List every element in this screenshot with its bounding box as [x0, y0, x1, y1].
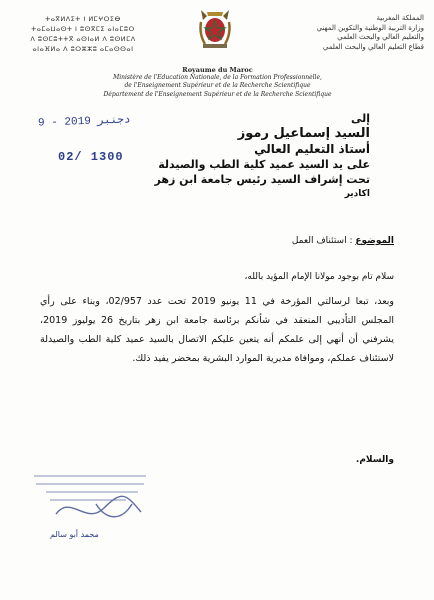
ministry-line: Ministère de l'Education Nationale, de la Formation Professionnelle,	[113, 74, 322, 82]
address-title: أستاذ التعليم العالي	[254, 142, 370, 156]
header-arabic	[274, 14, 424, 52]
header-right-line: قطاع التعليم العالي والبحث العلمي	[322, 42, 424, 51]
subject-text: : استئناف العمل	[291, 236, 353, 246]
date-stamp: 9 - دجنبر 2019	[37, 114, 131, 130]
header-right-line: والتعليم العالي والبحث العلمي	[337, 33, 424, 41]
header-left-line: ⵜⴰⴳⵍⴷⵉⵜ ⵏ ⵍⵎⵖⵔⵉⴱ	[45, 15, 121, 23]
address-block	[100, 112, 370, 201]
french-header	[80, 66, 355, 99]
kingdom-label: Royaume du Maroc	[182, 66, 253, 74]
moroccan-emblem-icon	[195, 6, 235, 52]
address-name: السيد إسماعيل رموز	[237, 126, 370, 141]
ministry-line: de l'Enseignement Supérieur et de la Recherche Scientifique	[124, 82, 311, 90]
address-supervision: تحت إشراف السيد رئيس جامعة ابن زهر	[154, 173, 370, 186]
header-left-line: ⵜⴰⵎⴰⵡⴰⵙⵜ ⵏ ⵓⵙⴳⵎⵉ ⴰⵏⴰⵎⵓⵔ	[31, 25, 135, 33]
subject-line	[292, 236, 394, 246]
signatory-name: محمد أبو سالم	[50, 530, 99, 539]
address-city: اكادير	[344, 189, 370, 199]
closing: والسلام.	[355, 455, 394, 465]
greeting: سلام تام بوجود مولانا الإمام المؤيد بالله،	[244, 272, 394, 282]
header-left-line: ⴷ ⵓⵙⵎⵓⵜⵜⴳ ⴰⵙⵏⴰⵍ ⴷ ⵓⵙⵍⵎⴷ	[30, 35, 136, 43]
letter-body: وبعد، تبعا لرسالتي المؤرخة في 11 يونيو 2019 تحت عدد 02/957، وبناء على رأي المجلس التأديبي المنعقد في شأنكم برئاسة جامعة ابن زهر بتاريخ 26 يوليوز 2019، يشرفني أن أنهي إلى علمكم أنه يتعين عليكم الاتصال بالسيد عميد كلية الطب والصيدلة لاستئناف عملكم، وموافاة مديرية الموارد البشرية بمحضر يفيد ذلك.	[40, 296, 395, 364]
subject-label: الموضوع	[355, 236, 394, 246]
header-left-line: ⴰⵏⴰⴼⵍⴰ ⴷ ⵓⵔⵣⵣⵓ ⴰⵎⴰⵙⵙⴰⵏ	[32, 45, 134, 53]
header-right-line: المملكة المغربية	[376, 14, 424, 22]
header-right-line: وزارة التربية الوطنية والتكوين المهني	[316, 23, 424, 32]
header-tifinagh	[8, 14, 158, 54]
reference-stamp: 02/ 1300	[58, 150, 124, 164]
address-to: إلى	[350, 112, 370, 125]
address-via: على يد السيد عميد كلية الطب والصيدلة	[158, 158, 370, 171]
signature-stamp-icon	[26, 464, 176, 544]
ministry-line: Département de l'Enseignement Supérieur et de la Recherche Scientifique	[103, 90, 332, 98]
